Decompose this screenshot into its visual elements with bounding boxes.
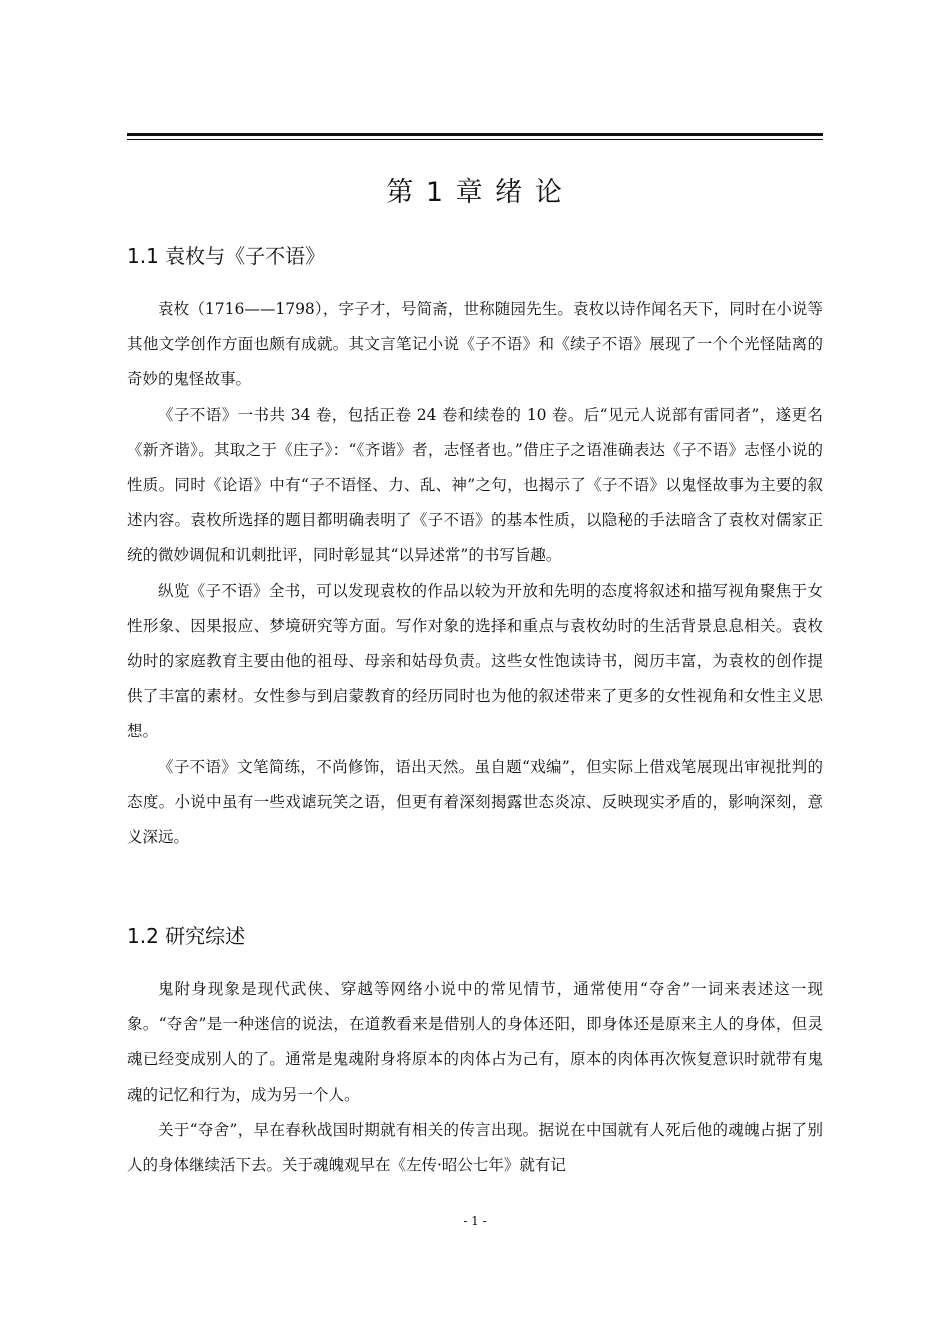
paragraph: 《子不语》文笔简练，不尚修饰，语出天然。虽自题“戏编”，但实际上借戏笔展现出审视批判的态度。小说中虽有一些戏谑玩笑之语，但更有着深刻揭露世态炎凉、反映现实矛盾的，影响深刻，意义深远。 [127,757,823,847]
header-rule-thin [127,139,823,140]
section-body-1-1 [127,292,823,855]
paragraph: 《子不语》一书共 34 卷，包括正卷 24 卷和续卷的 10 卷。后“见元人说部有雷同者”，遂更名《新齐谐》。其取之于《庄子》：“《齐谐》者，志怪者也。”借庄子之语准确表达《子不语》志怪小说的性质。同时《论语》中有“子不语怪、力、乱、神”之句，也揭示了《子不语》以鬼怪故事为主要的叙述内容。袁枚所选择的题目都明确表明了《子不语》的基本性质，以隐秘的手法暗含了袁枚对儒家正统的微妙调侃和讥刺批评，同时彰显其“以异述常”的书写旨趣。 [127,405,823,565]
paragraph: 关于“夺舍”，早在春秋战国时期就有相关的传言出现。据说在中国就有人死后他的魂魄占据了别人的身体继续活下去。关于魂魄观早在《左传·昭公七年》就有记 [127,1120,823,1175]
section-heading-1-1: 1.1 袁枚与《子不语》 [127,244,326,268]
section-heading-1-2: 1.2 研究综述 [127,924,246,948]
page-number: - 1 - [463,1214,487,1228]
header-rule-thick [127,133,823,136]
paragraph: 袁枚（1716——1798），字子才，号简斋，世称随园先生。袁枚以诗作闻名天下，同时在小说等其他文学创作方面也颇有成就。其文言笔记小说《子不语》和《续子不语》展现了一个个光怪陆离的奇妙的鬼怪故事。 [127,300,823,389]
paragraph: 纵览《子不语》全书，可以发现袁枚的作品以较为开放和先明的态度将叙述和描写视角聚焦于女性形象、因果报应、梦境研究等方面。写作对象的选择和重点与袁枚幼时的生活背景息息相关。袁枚幼时的家庭教育主要由他的祖母、母亲和姑母负责。这些女性饱读诗书，阅历丰富，为袁枚的创作提供了丰富的素材。女性参与到启蒙教育的经历同时也为他的叙述带来了更多的女性视角和女性主义思想。 [127,581,823,741]
chapter-title: 第 1 章 绪 论 [386,177,564,208]
section-body-1-2 [127,972,823,1183]
paragraph: 鬼附身现象是现代武侠、穿越等网络小说中的常见情节，通常使用“夺舍”一词来表述这一现象。“夺舍”是一种迷信的说法，在道教看来是借别人的身体还阳，即身体还是原来主人的身体，但灵魂已经变成别人的了。通常是鬼魂附身将原本的肉体占为己有，原本的肉体再次恢复意识时就带有鬼魂的记忆和行为，成为另一个人。 [127,980,823,1104]
